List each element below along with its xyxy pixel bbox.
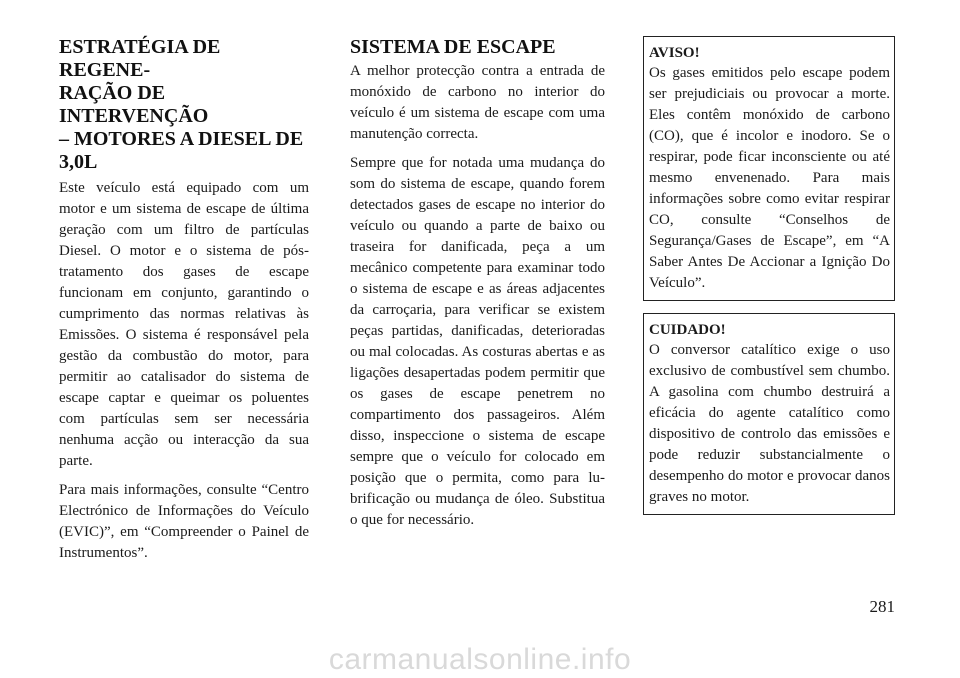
heading-line: – MOTORES A DIESEL DE	[59, 128, 304, 150]
right-column	[643, 36, 895, 527]
caution-box	[643, 313, 895, 515]
warning-title: AVISO!	[649, 45, 700, 61]
section-heading-exhaust: SISTEMA DE ESCAPE	[350, 36, 556, 58]
exhaust-intro-paragraph: A melhor protecção contra a entrada de monóxido de carbono no interior do veículo é um sistema de escape com uma manutenção correcta.	[350, 63, 605, 142]
warning-text: Os gases emitidos pelo escape podem ser prejudiciais ou provocar a morte. Eles contêm monóxido de carbono (CO), que é incolor e inodoro. Se o respirar, pode ficar inconsciente ou até mesmo envenenado. Para mais informações sobre como evitar respirar CO, consulte “Conselhos de Segurança/Gases de Escape”, em “A Saber Antes De Accionar a Ignição Do Veículo”.	[649, 65, 890, 291]
caution-title: CUIDADO!	[649, 322, 726, 338]
left-column	[59, 36, 309, 572]
regeneration-paragraph: Este veículo está equipado com um motor e um sistema de escape de última geração com um filtro de partículas Diesel. O motor e o sistema de pós-tratamento dos gases de escape funcionam em conjunto, garantindo o cumprimento das normas relativas às Emissões. O sistema é responsável pela gestão da combustão do motor, para permitir ao catalisador do sistema de escape captar e queimar os poluentes com partículas sem ser necessária nenhuma acção ou interacção da sua parte.	[59, 180, 309, 469]
heading-line: ESTRATÉGIA DE REGENE-	[59, 36, 221, 81]
heading-line: RAÇÃO DE INTERVENÇÃO	[59, 82, 209, 127]
warning-box	[643, 36, 895, 301]
caution-text: O conversor catalítico exige o uso exclusivo de combustível sem chumbo. A gasolina com chumbo destruirá a eficácia do agente catalítico como dispositivo de controlo das emissões e pode reduzir substancialmente o desempenho do motor e provocar danos graves no motor.	[649, 342, 890, 505]
section-heading-regeneration	[59, 36, 309, 174]
middle-column	[350, 36, 605, 539]
exhaust-inspection-paragraph: Sempre que for notada uma mudança do som do sistema de escape, quando forem detectados gases de escape no interior do veículo ou quando a parte de baixo ou traseira for danificada, peça a um mecânico competente para examinar todo o sistema de escape e as áreas adjacentes da carroçaria, para verificar se existem peças partidas, danificadas, deterioradas ou mal colocadas. As costuras abertas e as ligações desapertadas podem permitir que os gases de escape penetrem no compartimento dos passageiros. Além disso, inspeccione o sistema de escape sempre que o veículo for colocado em posição que o permita, como para lubrificação ou mudança de óleo. Substitua o que for necessário.	[350, 155, 605, 528]
watermark: carmanualsonline.info	[328, 643, 632, 676]
page-number: 281	[869, 597, 895, 616]
more-info-paragraph: Para mais informações, consulte “Centro Electrónico de Informações do Veículo (EVIC)”, em “Compreender o Painel de Instrumentos”.	[59, 482, 309, 561]
heading-line: 3,0L	[59, 151, 98, 173]
